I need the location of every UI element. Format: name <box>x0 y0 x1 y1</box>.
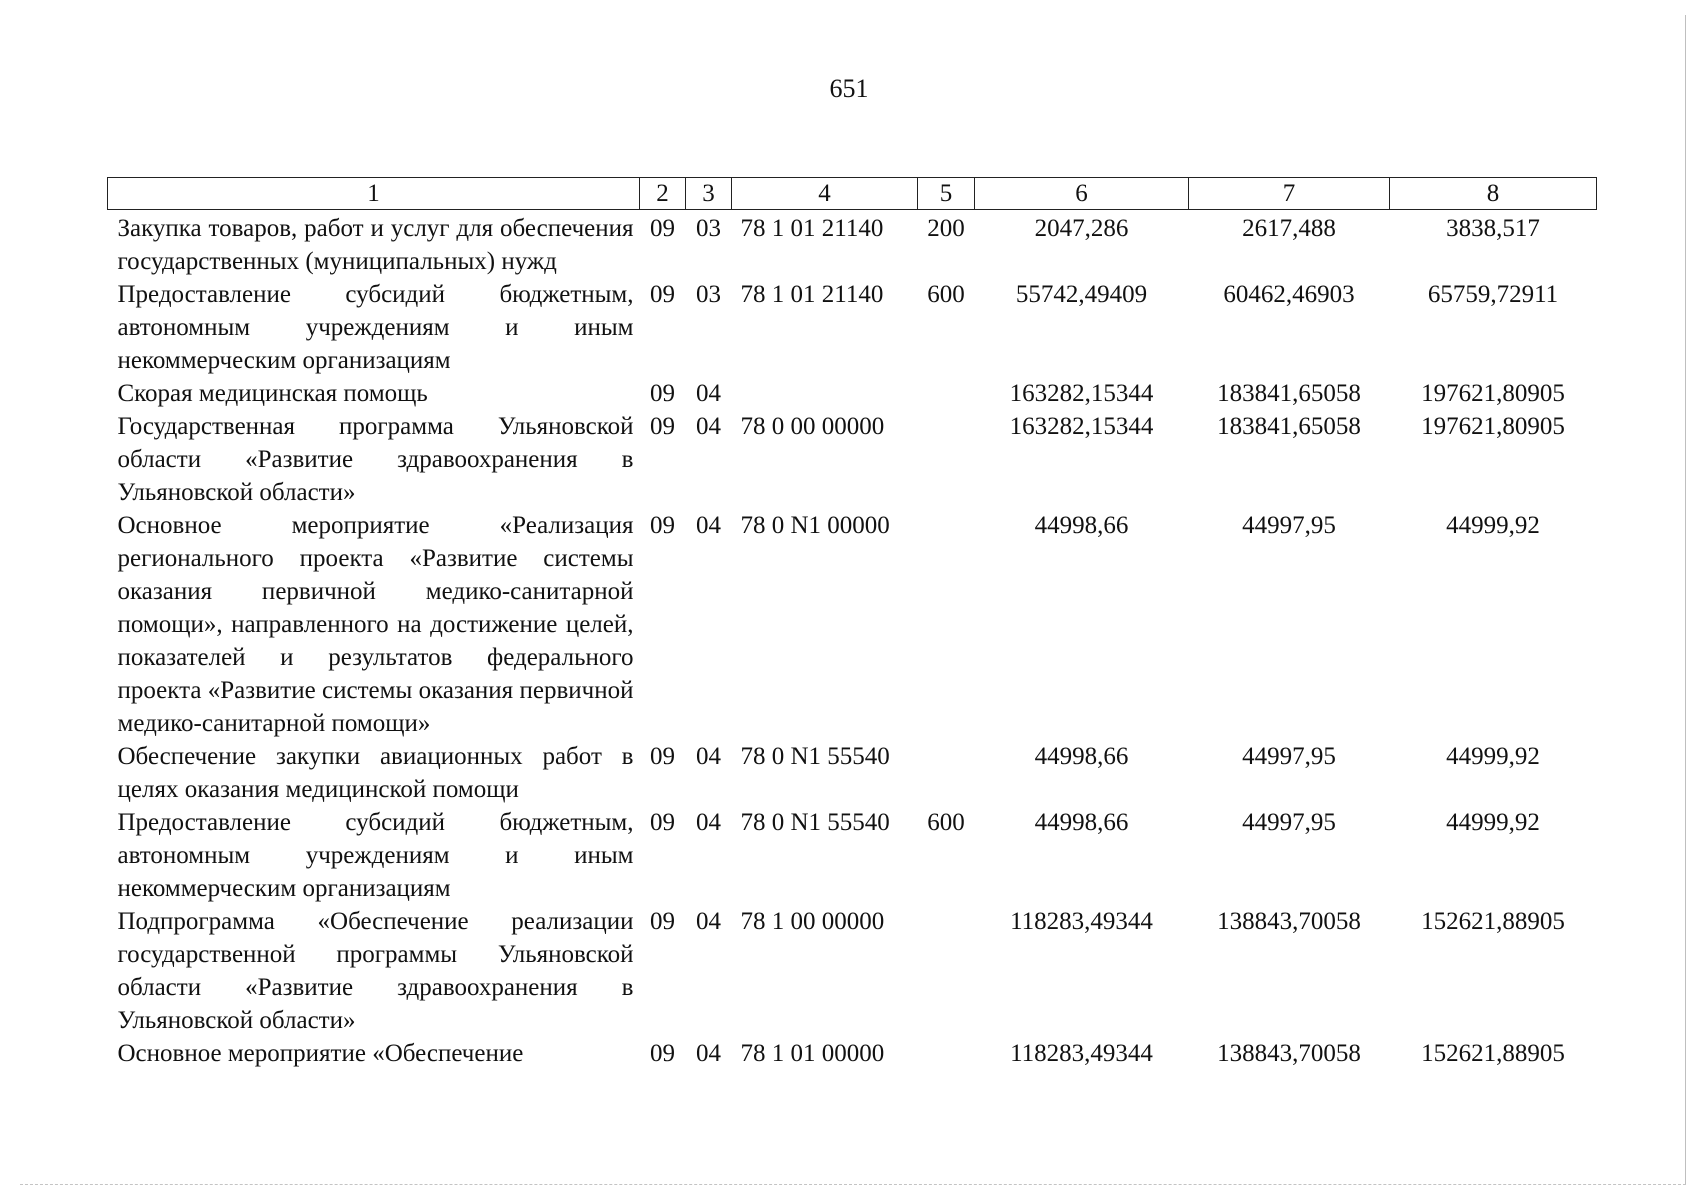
amount-col-6: 163282,15344 <box>1009 413 1154 440</box>
section-code: 09 <box>650 281 675 308</box>
target-article-code: 78 1 00 00000 <box>740 908 885 935</box>
amount-col-7: 44997,95 <box>1242 743 1336 770</box>
row-name: Основное мероприятие «Реализация регионального проекта «Развитие системы оказания первичной медико-санитарной помощи», направленного на достижение целей, показателей и результатов федерального проекта «Развитие системы оказания первичной медико-санитарной помощи» <box>117 512 634 737</box>
expense-type-code <box>918 410 975 509</box>
column-header: 4 <box>732 178 918 210</box>
subsection-code: 04 <box>696 413 721 440</box>
amount-col-8: 3838,517 <box>1446 215 1540 242</box>
subsection-code: 04 <box>696 908 721 935</box>
section-code: 09 <box>650 809 675 836</box>
column-header: 2 <box>640 178 686 210</box>
amount-col-8: 152621,88905 <box>1421 1040 1565 1067</box>
amount-col-7: 44997,95 <box>1242 512 1336 539</box>
expense-type-code <box>918 509 975 740</box>
expense-type-code <box>918 1037 975 1070</box>
page-number: 651 <box>829 74 869 103</box>
expense-type-code: 600 <box>927 809 965 836</box>
section-code: 09 <box>650 1040 675 1067</box>
column-header: 8 <box>1390 178 1597 210</box>
table-row <box>108 377 1597 410</box>
table-row <box>108 905 1597 1037</box>
table-row <box>108 740 1597 806</box>
amount-col-6: 44998,66 <box>1034 512 1129 539</box>
expense-type-code <box>918 377 975 410</box>
subsection-code: 04 <box>696 1040 721 1067</box>
amount-col-6: 118283,49344 <box>1010 908 1153 935</box>
table-row <box>108 410 1597 509</box>
amount-col-7: 60462,46903 <box>1223 281 1355 308</box>
column-number-header <box>108 178 1597 210</box>
amount-col-8: 152621,88905 <box>1421 908 1565 935</box>
table-row <box>108 1037 1597 1070</box>
amount-col-8: 44999,92 <box>1446 512 1540 539</box>
subsection-code: 04 <box>696 512 721 539</box>
table-row <box>108 278 1597 377</box>
column-header: 7 <box>1189 178 1390 210</box>
expense-type-code <box>918 905 975 1037</box>
target-article-code: 78 1 01 00000 <box>740 1040 885 1067</box>
amount-col-6: 2047,286 <box>1034 215 1129 242</box>
row-name: Скорая медицинская помощь <box>117 380 428 407</box>
amount-col-8: 44999,92 <box>1446 743 1540 770</box>
amount-col-6: 44998,66 <box>1034 743 1129 770</box>
subsection-code: 04 <box>696 380 721 407</box>
expense-type-code: 600 <box>927 281 965 308</box>
row-name: Обеспечение закупки авиационных работ в целях оказания медицинской помощи <box>117 743 634 803</box>
table-row <box>108 210 1597 279</box>
column-header: 5 <box>918 178 975 210</box>
amount-col-7: 2617,488 <box>1242 215 1336 242</box>
target-article-code: 78 0 N1 55540 <box>740 743 890 770</box>
budget-table <box>107 177 1597 1070</box>
amount-col-7: 183841,65058 <box>1217 413 1361 440</box>
section-code: 09 <box>650 413 675 440</box>
section-code: 09 <box>650 908 675 935</box>
amount-col-6: 44998,66 <box>1034 809 1129 836</box>
table-body <box>108 210 1597 1071</box>
amount-col-7: 44997,95 <box>1242 809 1336 836</box>
amount-col-6: 163282,15344 <box>1009 380 1154 407</box>
section-code: 09 <box>650 380 675 407</box>
row-name: Подпрограмма «Обеспечение реализации государственной программы Ульяновской области «Развитие здравоохранения в Ульяновской области» <box>117 908 634 1034</box>
target-article-code: 78 0 00 00000 <box>740 413 885 440</box>
amount-col-6: 118283,49344 <box>1010 1040 1153 1067</box>
row-name: Государственная программа Ульяновской области «Развитие здравоохранения в Ульяновской области» <box>117 413 634 506</box>
target-article-code: 78 0 N1 55540 <box>740 809 890 836</box>
subsection-code: 04 <box>696 809 721 836</box>
target-article-code <box>732 377 918 410</box>
row-name: Предоставление субсидий бюджетным, автономным учреждениям и иным некоммерческим организациям <box>117 281 634 374</box>
section-code: 09 <box>650 512 675 539</box>
table-row <box>108 806 1597 905</box>
expense-type-code: 200 <box>927 215 965 242</box>
amount-col-7: 138843,70058 <box>1217 908 1361 935</box>
row-name: Предоставление субсидий бюджетным, автономным учреждениям и иным некоммерческим организациям <box>117 809 634 902</box>
row-name: Закупка товаров, работ и услуг для обеспечения государственных (муниципальных) нужд <box>117 215 634 275</box>
column-header: 1 <box>108 178 640 210</box>
scan-edge-bottom <box>20 1184 1686 1185</box>
target-article-code: 78 0 N1 00000 <box>740 512 890 539</box>
amount-col-8: 44999,92 <box>1446 809 1540 836</box>
table-row <box>108 509 1597 740</box>
row-name: Основное мероприятие «Обеспечение <box>117 1040 524 1067</box>
column-header: 3 <box>686 178 732 210</box>
subsection-code: 04 <box>696 743 721 770</box>
section-code: 09 <box>650 215 675 242</box>
scan-edge-right <box>1685 15 1686 1185</box>
subsection-code: 03 <box>696 281 721 308</box>
target-article-code: 78 1 01 21140 <box>740 215 884 242</box>
amount-col-8: 197621,80905 <box>1421 380 1565 407</box>
amount-col-8: 197621,80905 <box>1421 413 1565 440</box>
amount-col-6: 55742,49409 <box>1015 281 1148 308</box>
subsection-code: 03 <box>696 215 721 242</box>
amount-col-8: 65759,72911 <box>1427 281 1559 308</box>
section-code: 09 <box>650 743 675 770</box>
expense-type-code <box>918 740 975 806</box>
amount-col-7: 183841,65058 <box>1217 380 1361 407</box>
column-header: 6 <box>975 178 1189 210</box>
target-article-code: 78 1 01 21140 <box>740 281 884 308</box>
amount-col-7: 138843,70058 <box>1217 1040 1361 1067</box>
